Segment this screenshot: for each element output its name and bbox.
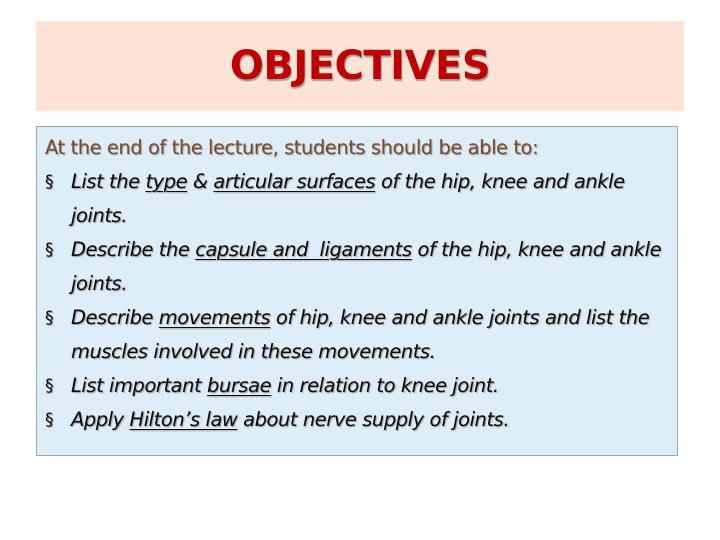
objective-text: Apply [71, 408, 130, 431]
objective-text: & [187, 170, 214, 193]
objective-item-4 [45, 369, 677, 403]
slide-title: OBJECTIVES [229, 43, 491, 89]
objective-text: in relation to knee joint. [271, 374, 499, 397]
objectives-list [45, 165, 677, 437]
objectives-box [36, 126, 678, 456]
intro-text: At the end of the lecture, students should be able to: [45, 136, 539, 159]
objective-text: of hip, knee and ankle joints and list the muscles involved in these movements. [71, 306, 650, 363]
objective-item-5 [45, 403, 677, 437]
bullet-icon: § [45, 410, 54, 430]
objective-text: about nerve supply of joints. [237, 408, 510, 431]
objective-keyword: bursae [207, 374, 272, 397]
bullet-icon: § [45, 172, 54, 192]
bullet-icon: § [45, 308, 54, 328]
objective-text: Describe the [71, 238, 196, 261]
objective-text: Describe [71, 306, 159, 329]
objective-text: of the hip, knee and ankle joints. [71, 238, 662, 295]
objective-item-2 [45, 233, 677, 301]
bullet-icon: § [45, 376, 54, 396]
objective-text: List the [71, 170, 146, 193]
objective-item-1 [45, 165, 677, 233]
objective-item-3 [45, 301, 677, 369]
objective-text: List important [71, 374, 208, 397]
bullet-icon: § [45, 240, 54, 260]
title-banner [36, 21, 684, 111]
objective-keyword: articular surfaces [213, 170, 376, 193]
objective-text: of the hip, knee and ankle joints. [71, 170, 625, 227]
objective-keyword: type [145, 170, 188, 193]
objective-keyword: movements [158, 306, 271, 329]
objective-keyword: Hilton’s law [129, 408, 238, 431]
objective-keyword: capsule and ligaments [195, 238, 412, 261]
